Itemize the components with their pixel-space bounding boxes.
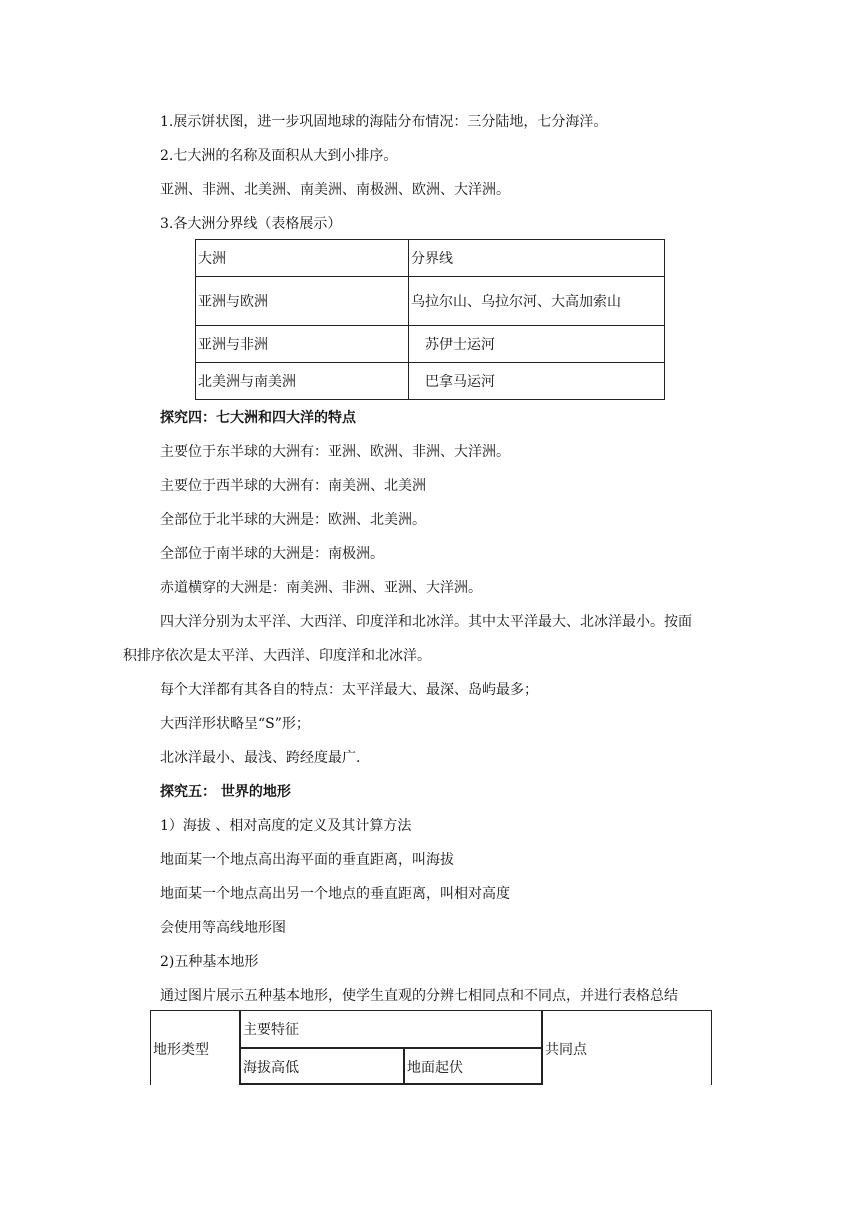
paragraph: 北冰洋最小、最浅、跨经度最广. (160, 750, 361, 766)
table-cell: 亚洲与非洲 (196, 326, 409, 363)
paragraph: 主要位于西半球的大洲有：南美洲、北美洲 (160, 478, 426, 494)
paragraph: 全部位于北半球的大洲是：欧洲、北美洲。 (160, 512, 426, 528)
section-heading-four: 探究四：七大洲和四大洋的特点 (160, 410, 356, 426)
table-cell-landform-type: 地形类型 (153, 1042, 209, 1058)
table-header-cell: 大洲 (196, 240, 409, 277)
paragraph: 主要位于东半球的大洲有：亚洲、欧洲、非洲、大洋洲。 (160, 444, 510, 460)
table-cell: 亚洲与欧洲 (196, 277, 409, 326)
table-cell-relief: 地面起伏 (407, 1060, 463, 1076)
paragraph: 每个大洋都有其各自的特点：太平洋最大、最深、岛屿最多； (160, 682, 538, 698)
table-cell: 北美洲与南美洲 (196, 363, 409, 400)
table-divider (239, 1047, 542, 1049)
table-cell: 乌拉尔山、乌拉尔河、大高加索山 (409, 277, 665, 326)
landform-table (150, 1010, 712, 1085)
paragraph: 地面某一个地点高出另一个地点的垂直距离，叫相对高度 (160, 886, 510, 902)
section-heading-five: 探究五： 世界的地形 (160, 784, 291, 800)
table-cell-main-features: 主要特征 (243, 1022, 299, 1038)
paragraph: 大西洋形状略呈“S”形； (160, 716, 310, 732)
paragraph: 全部位于南半球的大洲是：南极洲。 (160, 546, 384, 562)
paragraph: 会使用等高线地形图 (160, 920, 286, 936)
table-row (196, 277, 665, 326)
table-header-cell: 分界线 (409, 240, 665, 277)
table-row (196, 326, 665, 363)
table-cell-common: 共同点 (545, 1042, 587, 1058)
table-cell-altitude: 海拔高低 (243, 1060, 299, 1076)
paragraph: 2)五种基本地形 (160, 954, 259, 970)
table-header-row (196, 240, 665, 277)
boundary-table (195, 239, 665, 400)
paragraph-continents-list: 亚洲、非洲、北美洲、南美洲、南极洲、欧洲、大洋洲。 (160, 182, 510, 198)
paragraph: 通过图片展示五种基本地形，使学生直观的分辨七相同点和不同点，并进行表格总结 (160, 988, 678, 1004)
paragraph: 赤道横穿的大洲是：南美洲、非洲、亚洲、大洋洲。 (160, 580, 482, 596)
paragraph: 1）海拔 、相对高度的定义及其计算方法 (160, 818, 412, 834)
table-cell: 苏伊士运河 (409, 326, 665, 363)
paragraph: 四大洋分别为太平洋、大西洋、印度洋和北冰洋。其中太平洋最大、北冰洋最小。按面 (160, 614, 692, 630)
paragraph-continents-order: 2.七大洲的名称及面积从大到小排序。 (160, 148, 398, 164)
paragraph: 地面某一个地点高出海平面的垂直距离，叫海拔 (160, 852, 454, 868)
table-divider (239, 1083, 542, 1085)
table-row (196, 363, 665, 400)
table-divider (403, 1047, 405, 1085)
paragraph-pie-chart: 1.展示饼状图，进一步巩固地球的海陆分布情况：三分陆地，七分海洋。 (160, 114, 608, 130)
paragraph-boundaries: 3.各大洲分界线（表格展示） (160, 216, 342, 232)
paragraph-continuation: 积排序依次是太平洋、大西洋、印度洋和北冰洋。 (123, 648, 431, 664)
table-cell: 巴拿马运河 (409, 363, 665, 400)
